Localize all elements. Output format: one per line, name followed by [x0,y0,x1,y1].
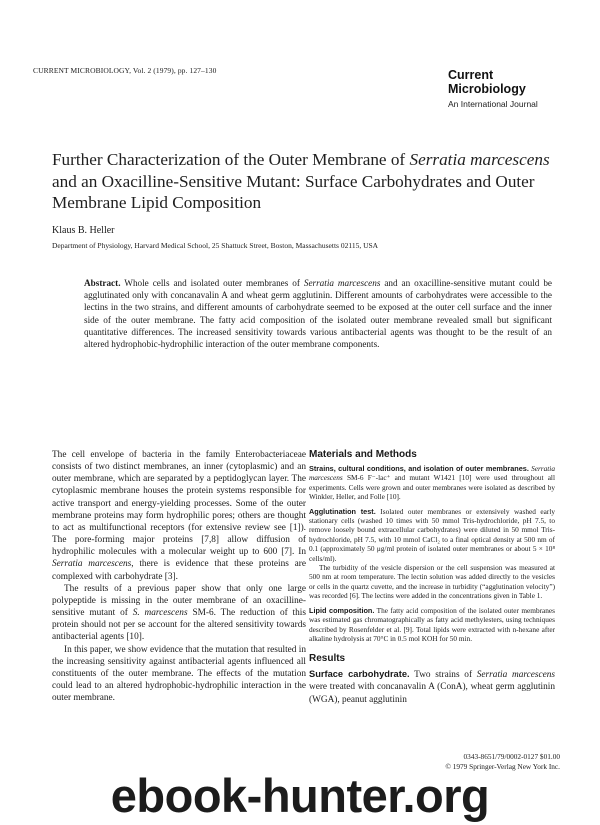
title-part-2: and an Oxacilline-Sensitive Mutant: Surface Carbohydrates and Outer Membrane Lipid Composition [52,171,535,212]
intro-p2-italic: S. marcescens [132,608,188,619]
logo-line-2: Microbiology [448,82,526,96]
abstract-label: Abstract. [84,278,121,288]
left-column [52,449,306,704]
surface-italic: Serratia marcescens [476,670,556,681]
watermark: ebook-hunter.org [110,769,490,822]
strains-text: SM-6 F⁻-lac⁺ and mutant W1421 [10] were used throughout all experiments. Cells were grown and outer membranes were isolated as described by Winkler, Heller, and Folle [10]. [309,473,555,502]
intro-p1-b: , there is evidence that these proteins are complexed with carbohydrate [3]. [52,559,306,582]
abstract-text-a: Whole cells and isolated outer membranes of [120,278,304,288]
issn-line: 0343-8651/79/0002-0127 $01.00 [463,752,560,761]
intro-p1-a: The cell envelope of bacteria in the family Enterobacteriaceae consists of two distinct membranes, an inner (cytoplasmic) and an outer membrane, which are separated by a peptidoglycan layer. The cytoplasmic membrane houses the protein systems responsible for active transport and energy-yielding processes. Some of the outer membrane proteins may form hydrophilic pores; others are thought to act as multifunctional receptors (for extensive review see [1]). The pore-forming major proteins [7,8] allow diffusion of hydrophilic molecules with a molecular weight up to 600 [7]. In [52,450,306,558]
logo-tagline: An International Journal [448,99,538,109]
intro-p2-a: The results of a previous paper show that only one large polypeptide is missing in the outer membrane of an oxacilline-sensitive mutant of [52,583,306,619]
intro-paragraph-2 [52,583,306,644]
journal-logo [448,68,578,109]
journal-reference: CURRENT MICROBIOLOGY, Vol. 2 (1979), pp. 127–130 [33,66,217,75]
surface-text-b: were treated with concanavalin A (ConA), wheat germ agglutinin (WGA), peanut agglutinin [309,682,555,705]
surface-text-a: Two strains of [409,670,477,681]
methods-lipid [309,606,555,644]
results-heading: Results [309,653,346,665]
agglutination-text: Isolated outer membranes or extensively washed early stationary cells (washed 10 times with 50 mmol Tris-hydrochloride, pH 7.5, to remove loosely bound extracellular carbohydrates) were diluted in 50 mmol Tris-hydrochloride, pH 7.5, with 10 mmol CaCl₂ to a final optical density at 500 nm of 0.1 (approximately 50 μg/ml protein of isolated outer membranes or about 5 × 10⁸ cells/ml). [309,506,555,563]
article-title [52,149,562,214]
right-column [309,449,555,706]
copyright-line: © 1979 Springer-Verlag New York Inc. [445,761,560,771]
abstract [84,277,552,350]
results-surface [309,668,555,705]
intro-paragraph-1 [52,449,306,583]
methods-agglutination-2: The turbidity of the vesicle dispersion or the cell suspension was measured at 500 nm at room temperature. The lectin solution was added directly to the vesicles or cells in the quartz cuvette, and the increase in turbidity (“agglutination velocity”) was recorded [6]. The lectins were added in the concentrations given in Table 1. [309,563,555,601]
title-part-1: Further Characterization of the Outer Membrane of [52,150,410,169]
abstract-italic: Serratia marcescens [303,278,381,288]
methods-agglutination [309,507,555,563]
surface-label: Surface carbohydrate. [309,669,410,680]
agglutination-label: Agglutination test. [309,506,376,516]
title-italic-species: Serratia marcescens [409,150,550,169]
strains-italic: Serratia marcescens [309,464,555,483]
intro-paragraph-3: In this paper, we show evidence that the mutation that resulted in the increasing sensitivity against antibacterial agents influenced all constituents of the outer membrane. The effects of the mutation could lead to an altered hydrophobic-hydrophilic interaction in the outer membrane. [52,644,306,704]
methods-heading: Materials and Methods [309,449,417,460]
strains-label: Strains, cultural conditions, and isolation of outer membranes. [309,464,529,473]
lipid-label: Lipid composition. [309,605,375,615]
author-name: Klaus B. Heller [52,225,115,236]
intro-p2-b: SM-6. The reduction of this protein should not per se account for the altered sensitivity towards antibacterial agents [10]. [52,608,306,643]
intro-p1-italic: Serratia marcescens [52,559,132,570]
abstract-text-b: and an oxacilline-sensitive mutant could be agglutinated only with concanavalin A and wheat germ agglutinin. Different amounts of carbohydrates were accessible to the lectins in the two strains, and different amounts of carbohydrate seemed to be exposed at the outer cell surface and the inner side of the outer membrane. The fatty acid composition of the isolated outer membrane revealed small but significant quantitative differences. The increased sensitivity towards various antibacterial agents was thought to be the result of an altered hydrophobic-hydrophilic interaction of the outer membrane components. [84,278,552,350]
methods-strains [309,464,555,502]
lipid-text: The fatty acid composition of the isolated outer membranes was estimated gas chromatographically as fatty acid methylesters, using techniques described by Rosenfelder et al. [9]. Total lipids were extracted with n-hexane after alkaline hydrolysis at 70°C in 0.5 mol KOH for 50 min. [309,605,555,643]
logo-line-1: Current [448,68,494,82]
author-affiliation: Department of Physiology, Harvard Medical School, 25 Shattuck Street, Boston, Massachusetts 02115, USA [52,241,379,250]
